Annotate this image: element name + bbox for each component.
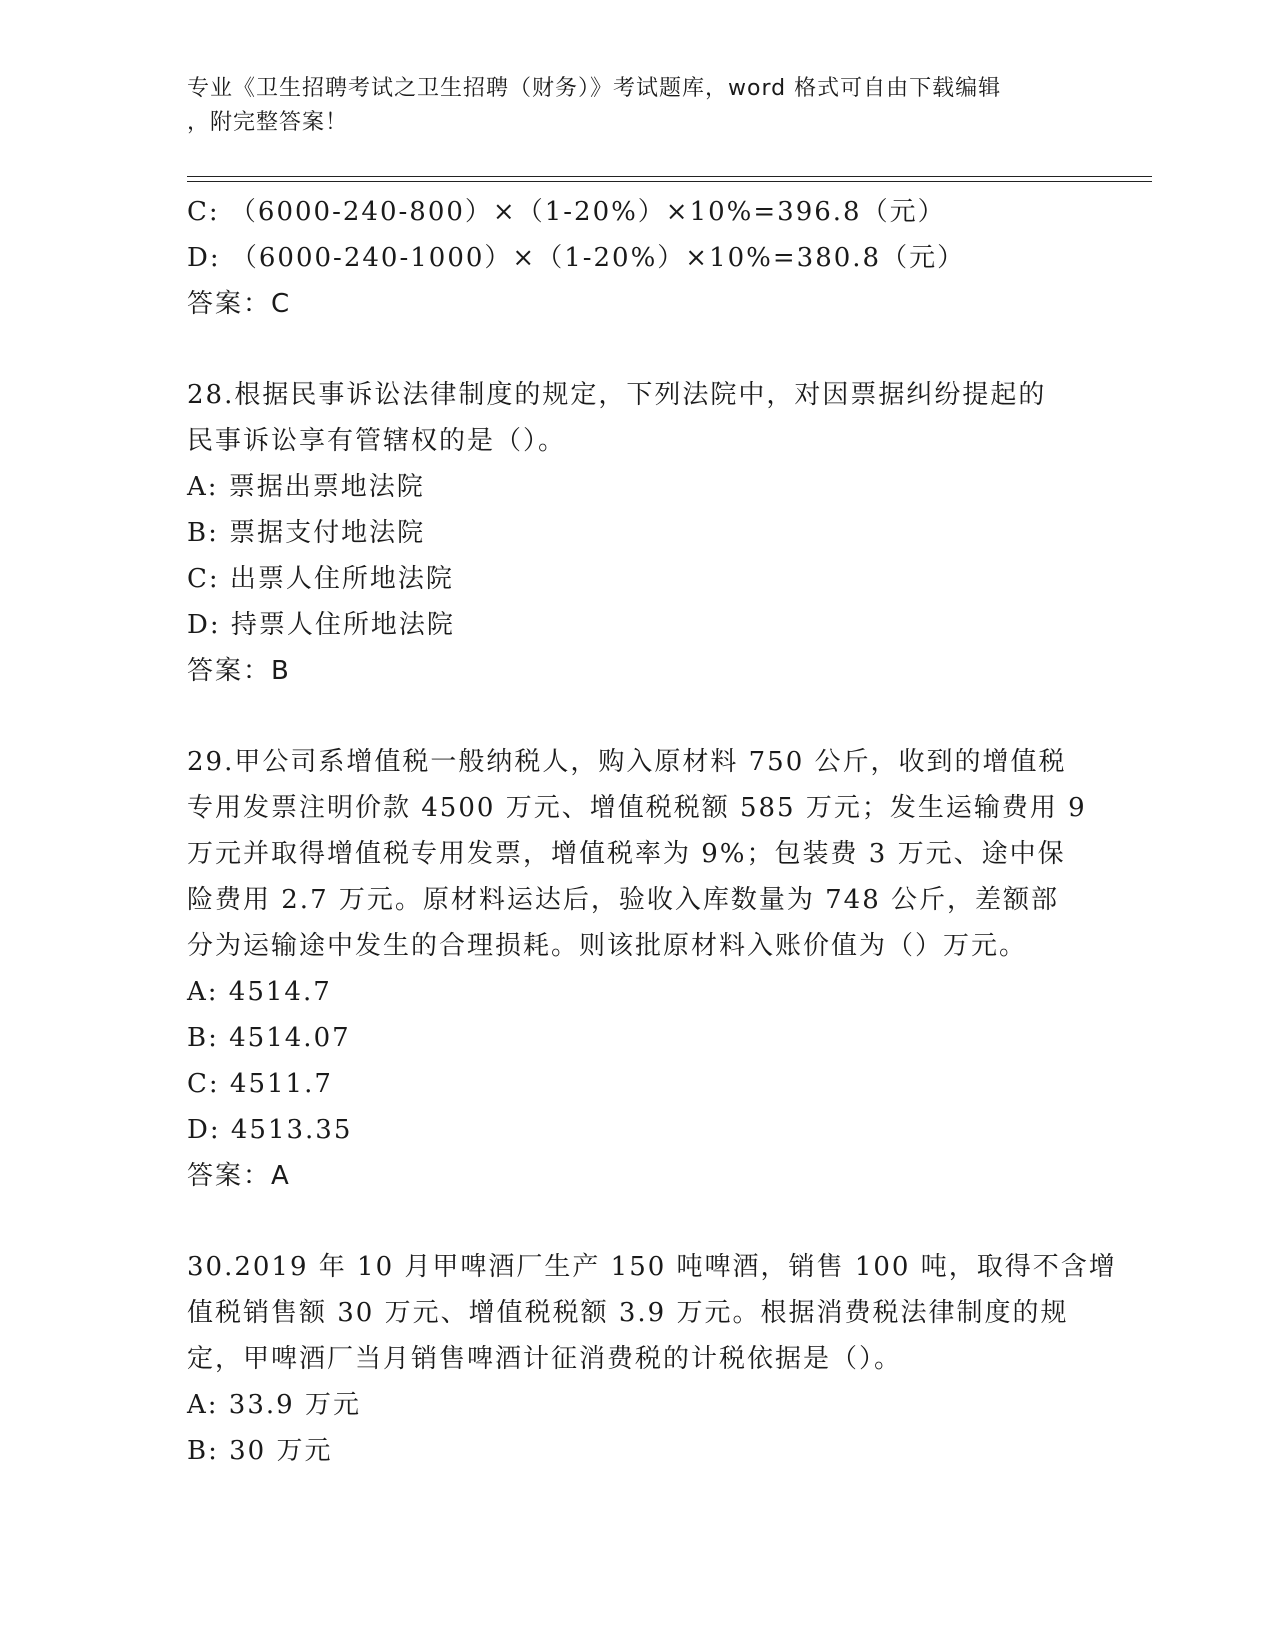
option-b: B: 4514.07 <box>187 1023 351 1053</box>
answer-line: 答案：A <box>187 1161 291 1191</box>
option-d: D: 持票人住所地法院 <box>187 610 455 640</box>
document-body <box>187 189 1117 1474</box>
question-30 <box>187 1244 1117 1474</box>
stem-line: 值税销售额 30 万元、增值税税额 3.9 万元。根据消费税法律制度的规 <box>187 1298 1069 1328</box>
answer-line: 答案：B <box>187 656 291 686</box>
question-28 <box>187 372 1077 694</box>
option-c: C: （6000-240-800）×（1-20%）×10%=396.8（元） <box>187 197 946 227</box>
question-stem <box>187 739 1087 969</box>
answer-line: 答案：C <box>187 289 292 319</box>
option-d: D: （6000-240-1000）×（1-20%）×10%=380.8（元） <box>187 243 966 273</box>
option-a: A: 33.9 万元 <box>187 1390 361 1420</box>
header-rule-bottom <box>187 181 1152 182</box>
stem-line: 分为运输途中发生的合理损耗。则该批原材料入账价值为（）万元。 <box>187 931 1028 961</box>
question-stem <box>187 1244 1117 1382</box>
stem-line: 险费用 2.7 万元。原材料运达后，验收入库数量为 748 公斤，差额部 <box>187 885 1060 915</box>
stem-line: 28.根据民事诉讼法律制度的规定，下列法院中，对因票据纠纷提起的 <box>187 380 1047 410</box>
header-line-2: ，附完整答案！ <box>187 110 349 135</box>
option-a: A: 票据出票地法院 <box>187 472 425 502</box>
header-line-1: 专业《卫生招聘考试之卫生招聘（财务）》考试题库，word 格式可自由下载编辑 <box>187 76 1002 101</box>
stem-line: 30.2019 年 10 月甲啤酒厂生产 150 吨啤酒，销售 100 吨，取得不含增 <box>187 1252 1117 1282</box>
stem-line: 29.甲公司系增值税一般纳税人，购入原材料 750 公斤，收到的增值税 <box>187 747 1067 777</box>
stem-line: 万元并取得增值税专用发票，增值税率为 9%；包装费 3 万元、途中保 <box>187 839 1066 869</box>
option-b: B: 30 万元 <box>187 1436 333 1466</box>
option-a: A: 4514.7 <box>187 977 332 1007</box>
stem-line: 专用发票注明价款 4500 万元、增值税税额 585 万元；发生运输费用 9 <box>187 793 1087 823</box>
question-27-tail <box>187 189 1077 327</box>
page-header <box>187 72 1067 140</box>
question-stem <box>187 372 1077 464</box>
stem-line: 定，甲啤酒厂当月销售啤酒计征消费税的计税依据是（）。 <box>187 1344 903 1374</box>
option-c: C: 出票人住所地法院 <box>187 564 454 594</box>
stem-line: 民事诉讼享有管辖权的是（）。 <box>187 426 567 456</box>
option-d: D: 4513.35 <box>187 1115 353 1145</box>
option-c: C: 4511.7 <box>187 1069 333 1099</box>
header-rule-top <box>187 176 1152 177</box>
option-b: B: 票据支付地法院 <box>187 518 426 548</box>
question-29 <box>187 739 1087 1199</box>
